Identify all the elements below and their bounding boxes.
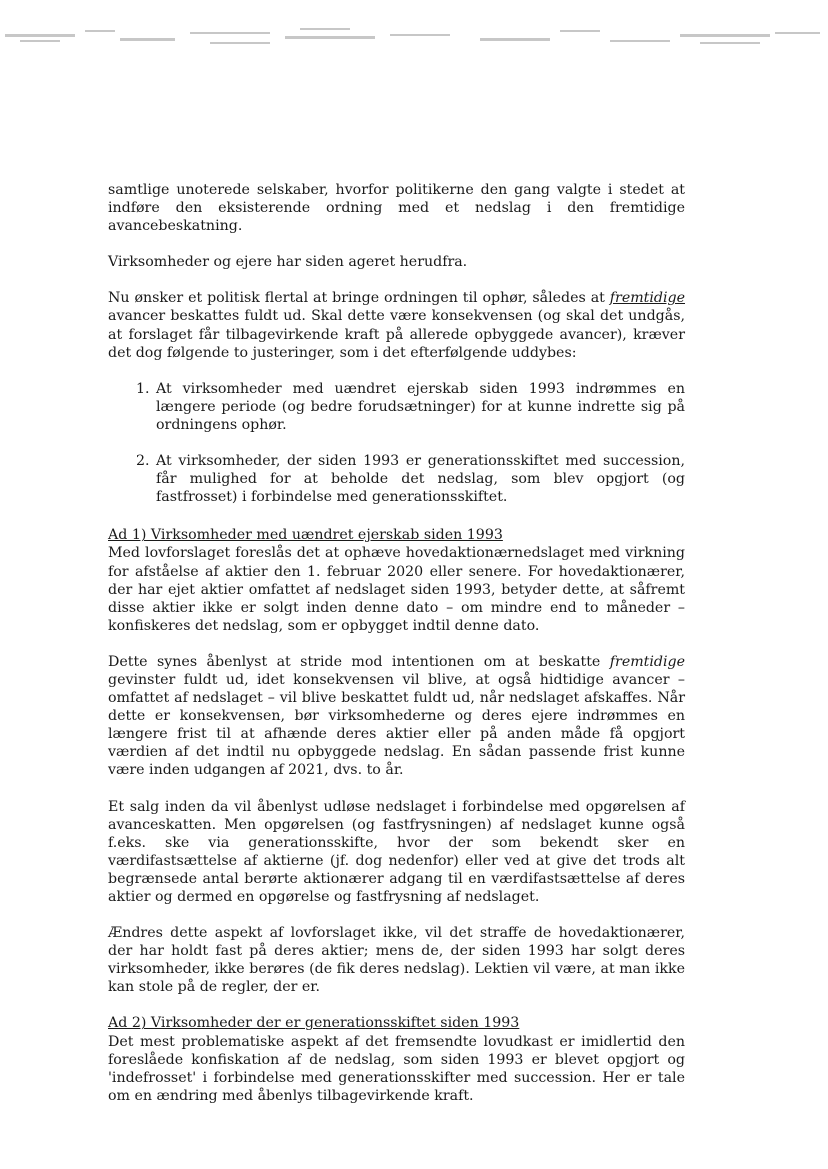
section-generation-change <box>108 1014 685 1104</box>
text-segment: Dette synes åbenlyst at stride mod intentionen om at beskatte <box>108 653 610 670</box>
paragraph: Det mest problematiske aspekt af det fremsendte lovudkast er imidlertid den foreslåede konfiskation af de nedslag, som siden 1993 er blevet opgjort og 'indefrosset' i forbindelse med generationsskifter med succession. Her er tale om en ændring med åbenlys tilbagevirkende kraft. <box>108 1033 685 1104</box>
text-segment: Nu ønsker et politisk flertal at bringe ordningen til ophør, således at <box>108 290 610 307</box>
emphasis-fremtidige: fremtidige <box>609 290 685 307</box>
list-item: 2. At virksomheder, der siden 1993 er generationsskiftet med succession, får mulighed for at beholde det nedslag, som blev opgjort (og fastfrosset) i forbindelse med generationsskiftet. <box>154 452 685 506</box>
text-segment: gevinster fuldt ud, idet konsekvensen vil blive, at også hidtidige avancer – omfattet af nedslaget – vil blive beskattet fuldt ud, når nedslaget afskaffes. Når dette er konsekvensen, bør virksomhederne og deres ejere indrømmes en længere frist til at afhænde deres aktier eller på anden måde få opgjort værdien af det indtil nu opbyggede nedslag. En sådan passende frist kunne være inden udgangen af 2021, dvs. to år. <box>108 671 685 779</box>
list-item: 1. At virksomheder med uændret ejerskab siden 1993 indrømmes en længere periode (og bedre forudsætninger) for at kunne indrette sig på ordningens ophør. <box>154 380 685 434</box>
paragraph-intro-continuation: samtlige unoterede selskaber, hvorfor politikerne den gang valgte i stedet at indføre den eksisterende ordning med et nedslag i den fremtidige avancebeskatning. <box>108 182 685 235</box>
adjustments-list <box>108 380 685 507</box>
document-body <box>108 181 685 1105</box>
paragraph: Ændres dette aspekt af lovforslaget ikke, vil det straffe de hovedaktionærer, der har holdt fast på deres aktier; mens de, der siden 1993 har solgt deres virksomheder, ikke berøres (de fik deres nedslag). Lektien vil være, at man ikke kan stole på de regler, der er. <box>108 925 685 996</box>
scan-artifact-header <box>0 0 828 60</box>
emphasis-fremtidige: fremtidige <box>609 653 685 670</box>
paragraph <box>108 653 685 780</box>
paragraph-owners-acted: Virksomheder og ejere har siden ageret herudfra. <box>108 254 468 271</box>
paragraph: Et salg inden da vil åbenlyst udløse nedslaget i forbindelse med opgørelsen af avanceskatten. Men opgørelsen (og fastfrysningen) af nedslaget kunne også f.eks. ske via generationsskifte, hvor der som bekendt sker en værdifastsættelse af aktierne (jf. dog nedenfor) eller ved at give det trods alt begrænsede antal berørte aktionærer adgang til en værdifastsættelse af deres aktier og dermed en opgørelse og fastfrysning af nedslaget. <box>108 798 685 905</box>
paragraph-political-majority <box>108 289 685 361</box>
text-segment: avancer beskattes fuldt ud. Skal dette være konsekvensen (og skal det undgås, at forslaget får tilbagevirkende kraft på allerede opbyggede avancer), kræver det dog følgende to justeringer, som i det efterfølgende uddybes: <box>108 308 685 361</box>
paragraph: Med lovforslaget foreslås det at ophæve hovedaktionærnedslaget med virkning for afståelse af aktier den 1. februar 2020 eller senere. For hovedaktionærer, der har ejet aktier omfattet af nedslaget siden 1993, betyder dette, at såfremt disse aktier ikke er solgt inden denne dato – om mindre end to måneder – konfiskeres det nedslag, som er opbygget indtil denne dato. <box>108 545 685 634</box>
section-heading: Ad 2) Virksomheder der er generationsskiftet siden 1993 <box>108 1015 520 1032</box>
section-heading: Ad 1) Virksomheder med uændret ejerskab siden 1993 <box>108 527 503 544</box>
section-unchanged-ownership <box>108 526 685 996</box>
